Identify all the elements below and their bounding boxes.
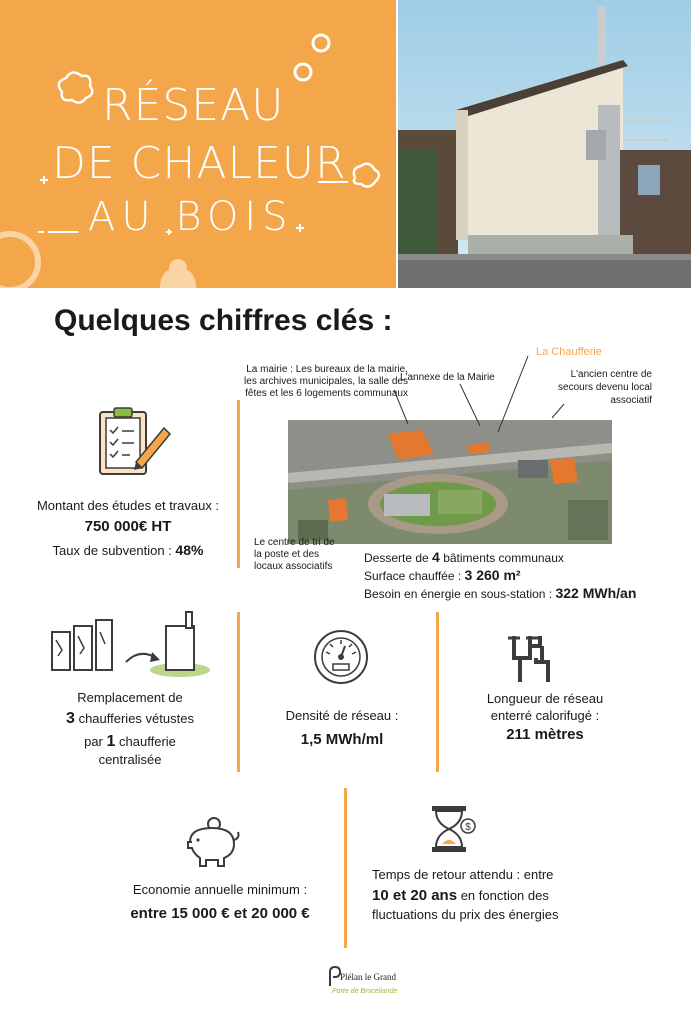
retour-rest2: fluctuations du prix des énergies — [372, 907, 559, 922]
label-tri: Le centre de tri de la poste et des locaux associatifs — [254, 537, 335, 572]
town-logo — [326, 966, 406, 1002]
surface-value: 3 260 m² — [464, 567, 521, 583]
pipes-icon — [506, 634, 556, 684]
title-line-3: AU BOIS — [88, 194, 294, 240]
subsidy-label: Taux de subvention : — [52, 543, 172, 558]
desserte-block — [364, 549, 636, 603]
surface-label: Surface chauffée : — [364, 569, 462, 583]
replacement-line1: Remplacement de — [77, 690, 183, 705]
longueur-label2: enterré calorifugé : — [490, 708, 600, 723]
economie-label: Economie annuelle minimum : — [132, 882, 308, 897]
svg-text:$: $ — [465, 822, 471, 833]
desserte-text-a: Desserte de — [364, 551, 429, 565]
chaufferies-icon — [48, 610, 218, 682]
chaufferie-photo — [398, 0, 691, 288]
longueur-value: 211 mètres — [506, 726, 584, 743]
building-illustration — [398, 0, 691, 288]
besoin-label: Besoin en énergie en sous-station : — [364, 587, 553, 601]
label-chaufferie: La Chaufferie — [536, 346, 602, 358]
hourglass-icon — [428, 804, 478, 854]
logo-tagline: Porte de Brocéliande — [332, 988, 398, 995]
replacement-line3 — [30, 732, 230, 751]
divider-3 — [436, 612, 439, 772]
densite-value: 1,5 MWh/ml — [300, 731, 384, 748]
replacement-line4: centralisée — [98, 752, 162, 767]
desserte-line1 — [364, 549, 636, 567]
besoin-value: 322 MWh/an — [555, 585, 637, 601]
replacement-old-text: chaufferies vétustes — [78, 711, 194, 726]
budget-label: Montant des études et travaux : — [36, 498, 220, 513]
header-banner — [0, 0, 396, 288]
budget-amount: 750 000€ HT — [84, 518, 172, 535]
piggy-bank-icon — [182, 816, 240, 868]
replacement-old-count: 3 — [66, 710, 75, 727]
label-mairie: La mairie : Les bureaux de la mairie, les archives municipales, la salle des fêtes et les 6 logements communaux — [244, 364, 408, 399]
densite-label: Densité de réseau : — [285, 708, 399, 723]
gauge-icon — [312, 628, 370, 686]
desserte-count: 4 — [432, 549, 440, 565]
economie-value: entre 15 000 € et 20 000 € — [130, 905, 310, 922]
title-line-2: DE CHALEUR — [52, 138, 347, 189]
logo-town-name: Plélan le Grand — [340, 972, 396, 982]
retour-value: 10 et 20 ans — [372, 887, 458, 904]
subsidy-value: 48% — [175, 542, 204, 558]
replacement-par: par — [84, 734, 103, 749]
subsidy-line — [24, 541, 232, 560]
retour-rest1: en fonction des — [460, 888, 549, 903]
label-secours: L'ancien centre de secours devenu local associatif — [558, 369, 652, 406]
divider-1 — [237, 400, 240, 568]
clipboard-icon — [96, 406, 176, 478]
desserte-text-b: bâtiments communaux — [443, 551, 564, 565]
longueur-label1: Longueur de réseau — [486, 691, 604, 706]
label-annexe: L'annexe de la Mairie — [400, 372, 495, 383]
retour-line2 — [372, 886, 549, 906]
desserte-line3 — [364, 585, 636, 603]
replacement-new-text: chaufferie — [119, 734, 176, 749]
desserte-line2 — [364, 567, 636, 585]
retour-label: Temps de retour attendu : entre — [372, 867, 554, 882]
replacement-line2 — [30, 709, 230, 728]
replacement-new-count: 1 — [106, 733, 116, 750]
section-title: Quelques chiffres clés : — [54, 304, 393, 337]
divider-2 — [237, 612, 240, 772]
title-line-1: RÉSEAU — [102, 80, 285, 131]
divider-4 — [344, 788, 347, 948]
